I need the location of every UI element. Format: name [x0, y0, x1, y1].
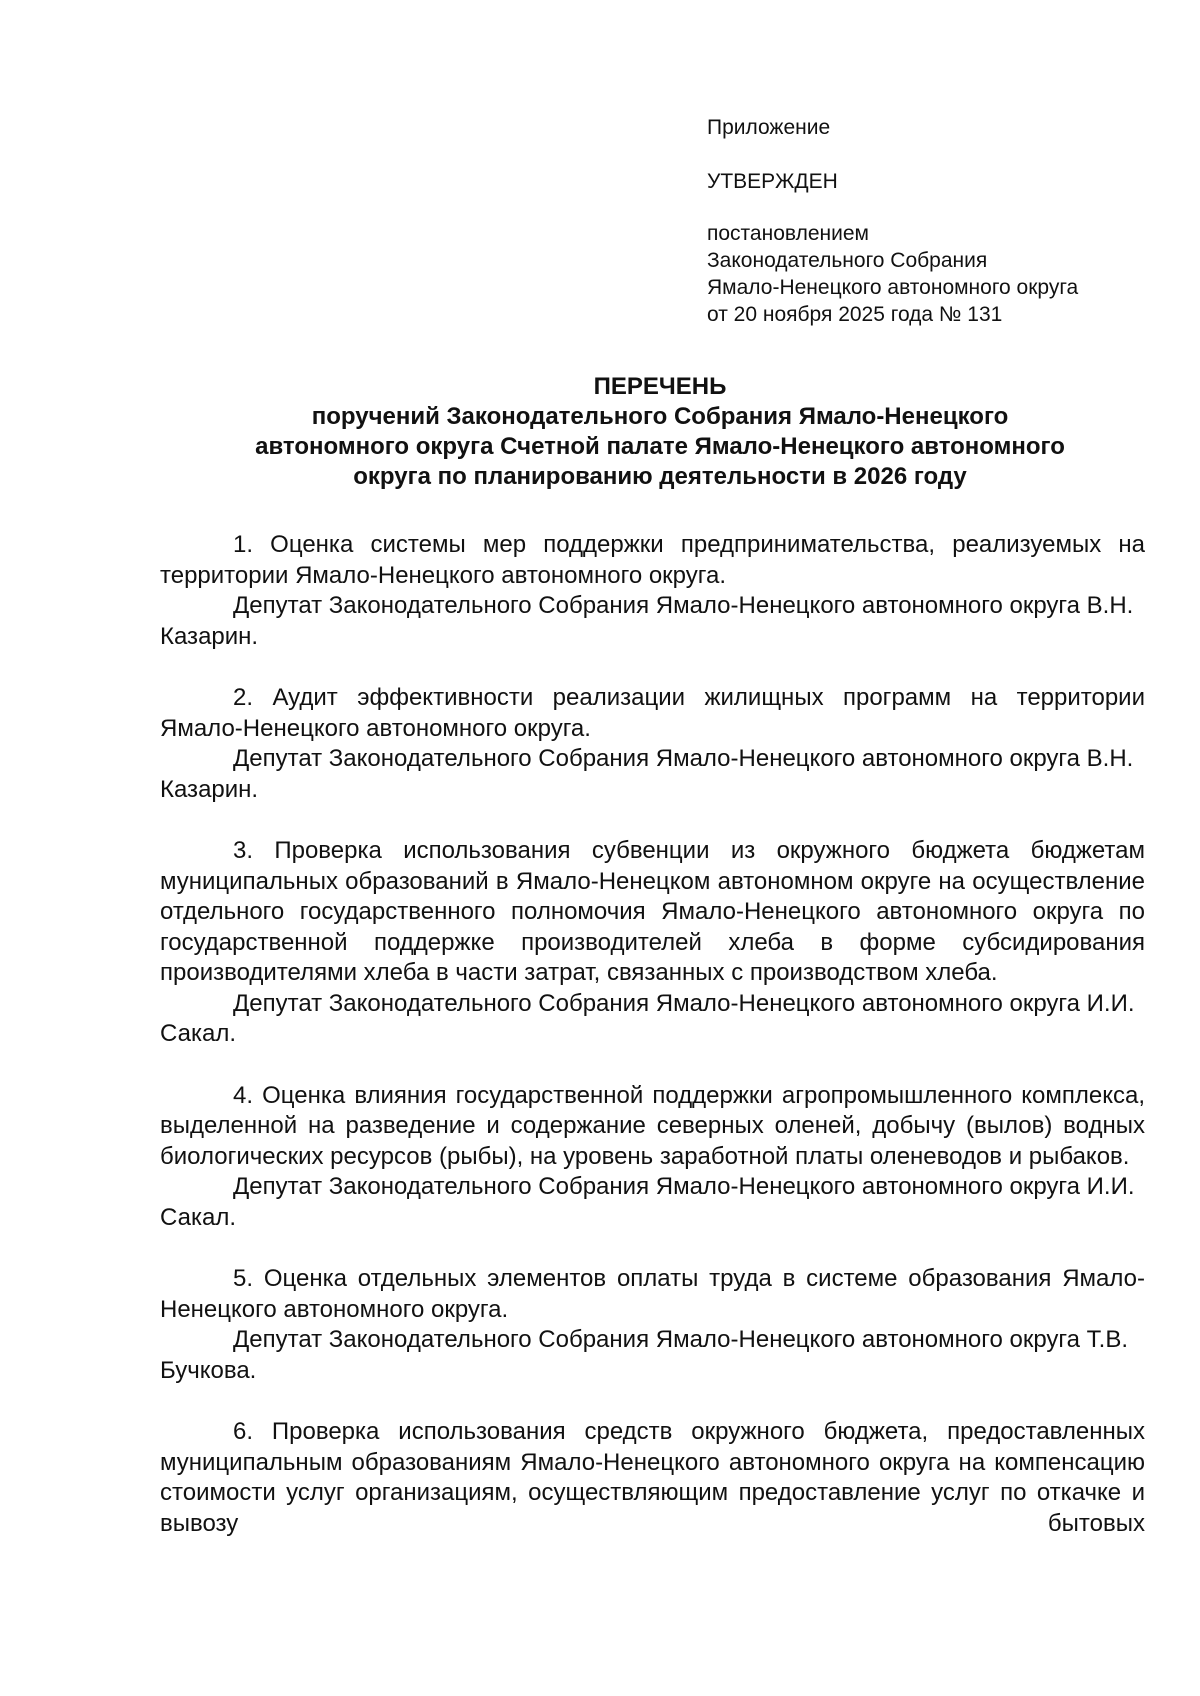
item-text: 6. Проверка использования средств окружного бюджета, предоставленных муниципальным образованиям Ямало-Ненецкого автономного округа на компенсацию стоимости услуг организациям, осуществляющим предоставление услуг по откачке и вывозу бытовых [160, 1418, 1145, 1537]
item-deputy: Депутат Законодательного Собрания Ямало-Ненецкого автономного округа И.И. Сакал. [160, 989, 1135, 1047]
item-text: 3. Проверка использования субвенции из окружного бюджета бюджетам муниципальных образований в Ямало-Ненецком автономном округе на осуществление отдельного государственного полномочия Ямало-Ненецкого автономного округа по государственной поддержке производителей хлеба в форме субсидирования производителями хлеба в части затрат, связанных с производством хлеба. [160, 837, 1145, 986]
title-subtitle-line: автономного округа Счетной палате Ямало-Ненецкого автономного [255, 433, 1065, 460]
list-item [160, 683, 1145, 805]
item-text: 2. Аудит эффективности реализации жилищных программ на территории Ямало-Ненецкого автономного округа. [160, 684, 1145, 742]
document-title [160, 372, 1160, 492]
appendix-label: Приложение [707, 116, 831, 139]
title-heading: ПЕРЕЧЕНЬ [593, 373, 727, 400]
item-deputy: Депутат Законодательного Собрания Ямало-Ненецкого автономного округа В.Н. Казарин. [160, 592, 1134, 650]
item-text: 1. Оценка системы мер поддержки предпринимательства, реализуемых на территории Ямало-Ненецкого автономного округа. [160, 531, 1145, 589]
spacer [707, 141, 1167, 168]
title-subtitle-line: поручений Законодательного Собрания Ямало-Ненецкого [311, 403, 1009, 430]
approval-stamp [707, 114, 1167, 328]
item-deputy: Депутат Законодательного Собрания Ямало-Ненецкого автономного округа В.Н. Казарин. [160, 745, 1134, 803]
item-deputy: Депутат Законодательного Собрания Ямало-Ненецкого автономного округа И.И. Сакал. [160, 1173, 1135, 1231]
list-item [160, 836, 1145, 1050]
item-text: 4. Оценка влияния государственной поддержки агропромышленного комплекса, выделенной на разведение и содержание северных оленей, добычу (вылов) водных биологических ресурсов (рыбы), на уровень заработной платы оленеводов и рыбаков. [160, 1081, 1145, 1170]
decree-line: Ямало-Ненецкого автономного округа [707, 276, 1079, 299]
title-subtitle-line: округа по планированию деятельности в 2026 году [353, 463, 967, 490]
decree-date-line: от 20 ноября 2025 года № 131 [707, 303, 1003, 326]
spacer [707, 195, 1167, 220]
list-item [160, 1264, 1145, 1386]
list-item [160, 1417, 1145, 1539]
decree-line: постановлением [707, 222, 869, 245]
decree-line: Законодательного Собрания [707, 249, 988, 272]
item-deputy: Депутат Законодательного Собрания Ямало-Ненецкого автономного округа Т.В. Бучкова. [160, 1326, 1129, 1384]
list-item [160, 1081, 1145, 1234]
instructions-list [160, 530, 1145, 1570]
list-item [160, 530, 1145, 652]
item-text: 5. Оценка отдельных элементов оплаты труда в системе образования Ямало-Ненецкого автономного округа. [160, 1265, 1145, 1323]
approved-label: УТВЕРЖДЕН [707, 170, 838, 193]
